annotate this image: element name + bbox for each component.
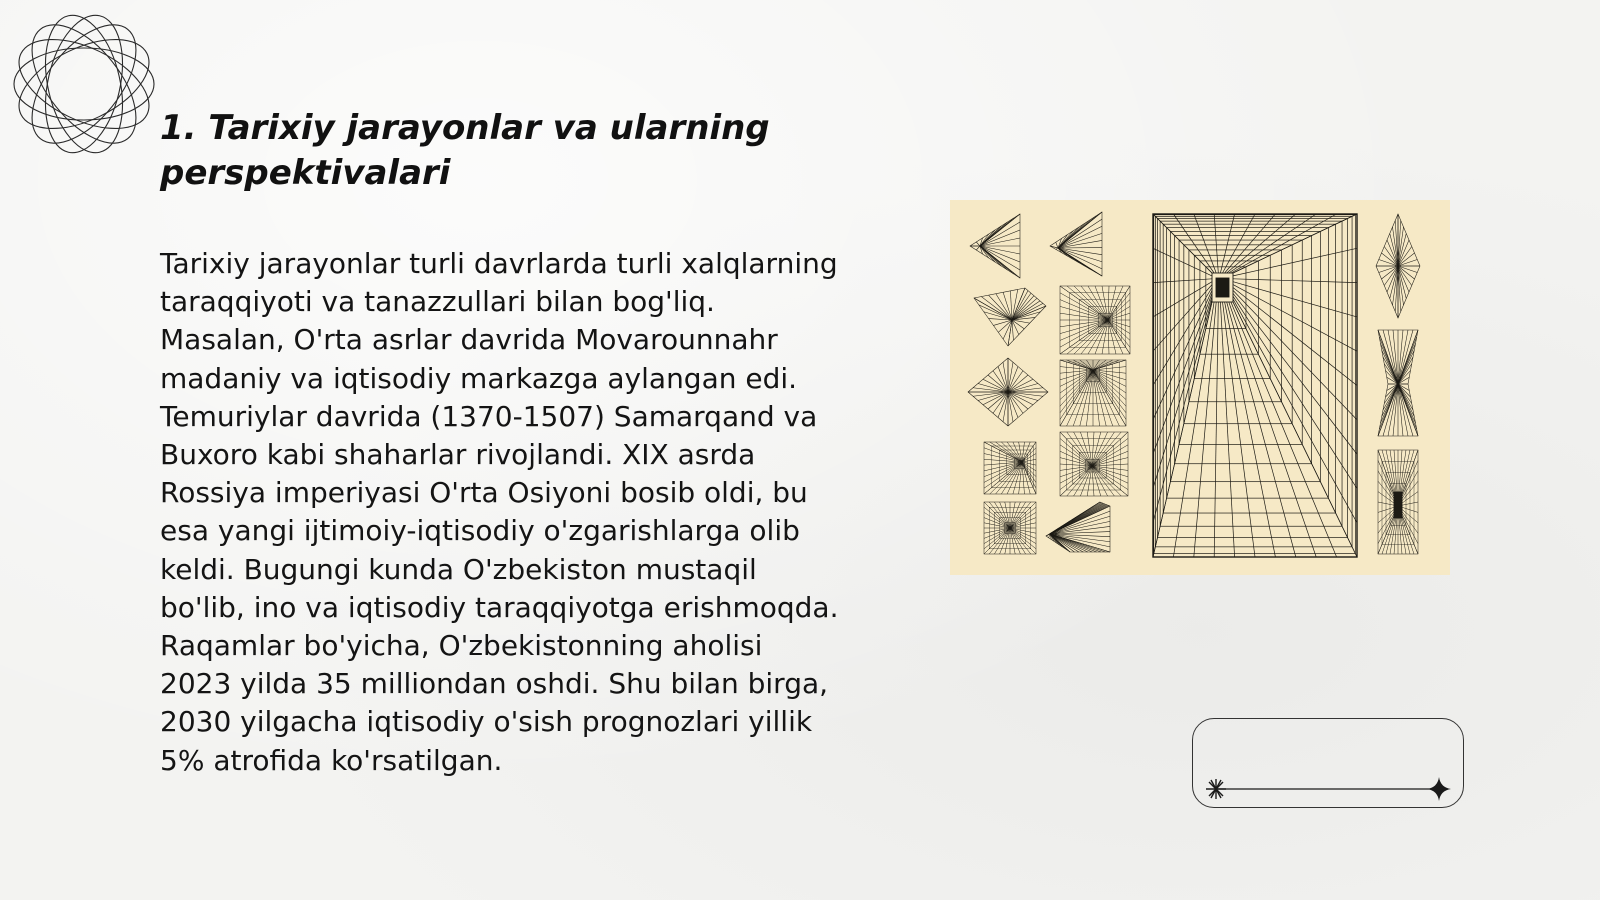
sparkle-icon — [1427, 777, 1451, 801]
slide-title: 1. Tarixiy jarayonlar va ularning perspektivalari — [160, 108, 770, 193]
decorative-line-card — [1192, 718, 1464, 808]
perspective-grid-illustration — [950, 200, 1450, 575]
slide-body-text: Tarixiy jarayonlar turli davrlarda turli xalqlarning taraqqiyoti va tanazzullari bilan bog'liq. Masalan, O'rta asrlar davrida Movarounnahr madaniy va iqtisodiy markazga aylangan edi. Temuriylar davrida (1370-1507) Samarqand va Buxoro kabi shaharlar rivojlandi. XIX asrda Rossiya imperiyasi O'rta Osiyoni bosib oldi, bu esa yangi ijtimoiy-iqtisodiy o'zgarishlarga olib keldi. Bugungi kunda O'zbekiston mustaqil bo'lib, ino va iqtisodiy taraqqiyotga erishmoqda. Raqamlar bo'yicha, O'zbekistonning aholisi 2023 yilda 35 milliondan oshdi. Shu bilan birga, 2030 yilgacha iqtisodiy o'sish prognozlari yillik 5% atrofida ko'rsatilgan. — [160, 247, 839, 777]
spirograph-ring-icon — [10, 10, 158, 158]
